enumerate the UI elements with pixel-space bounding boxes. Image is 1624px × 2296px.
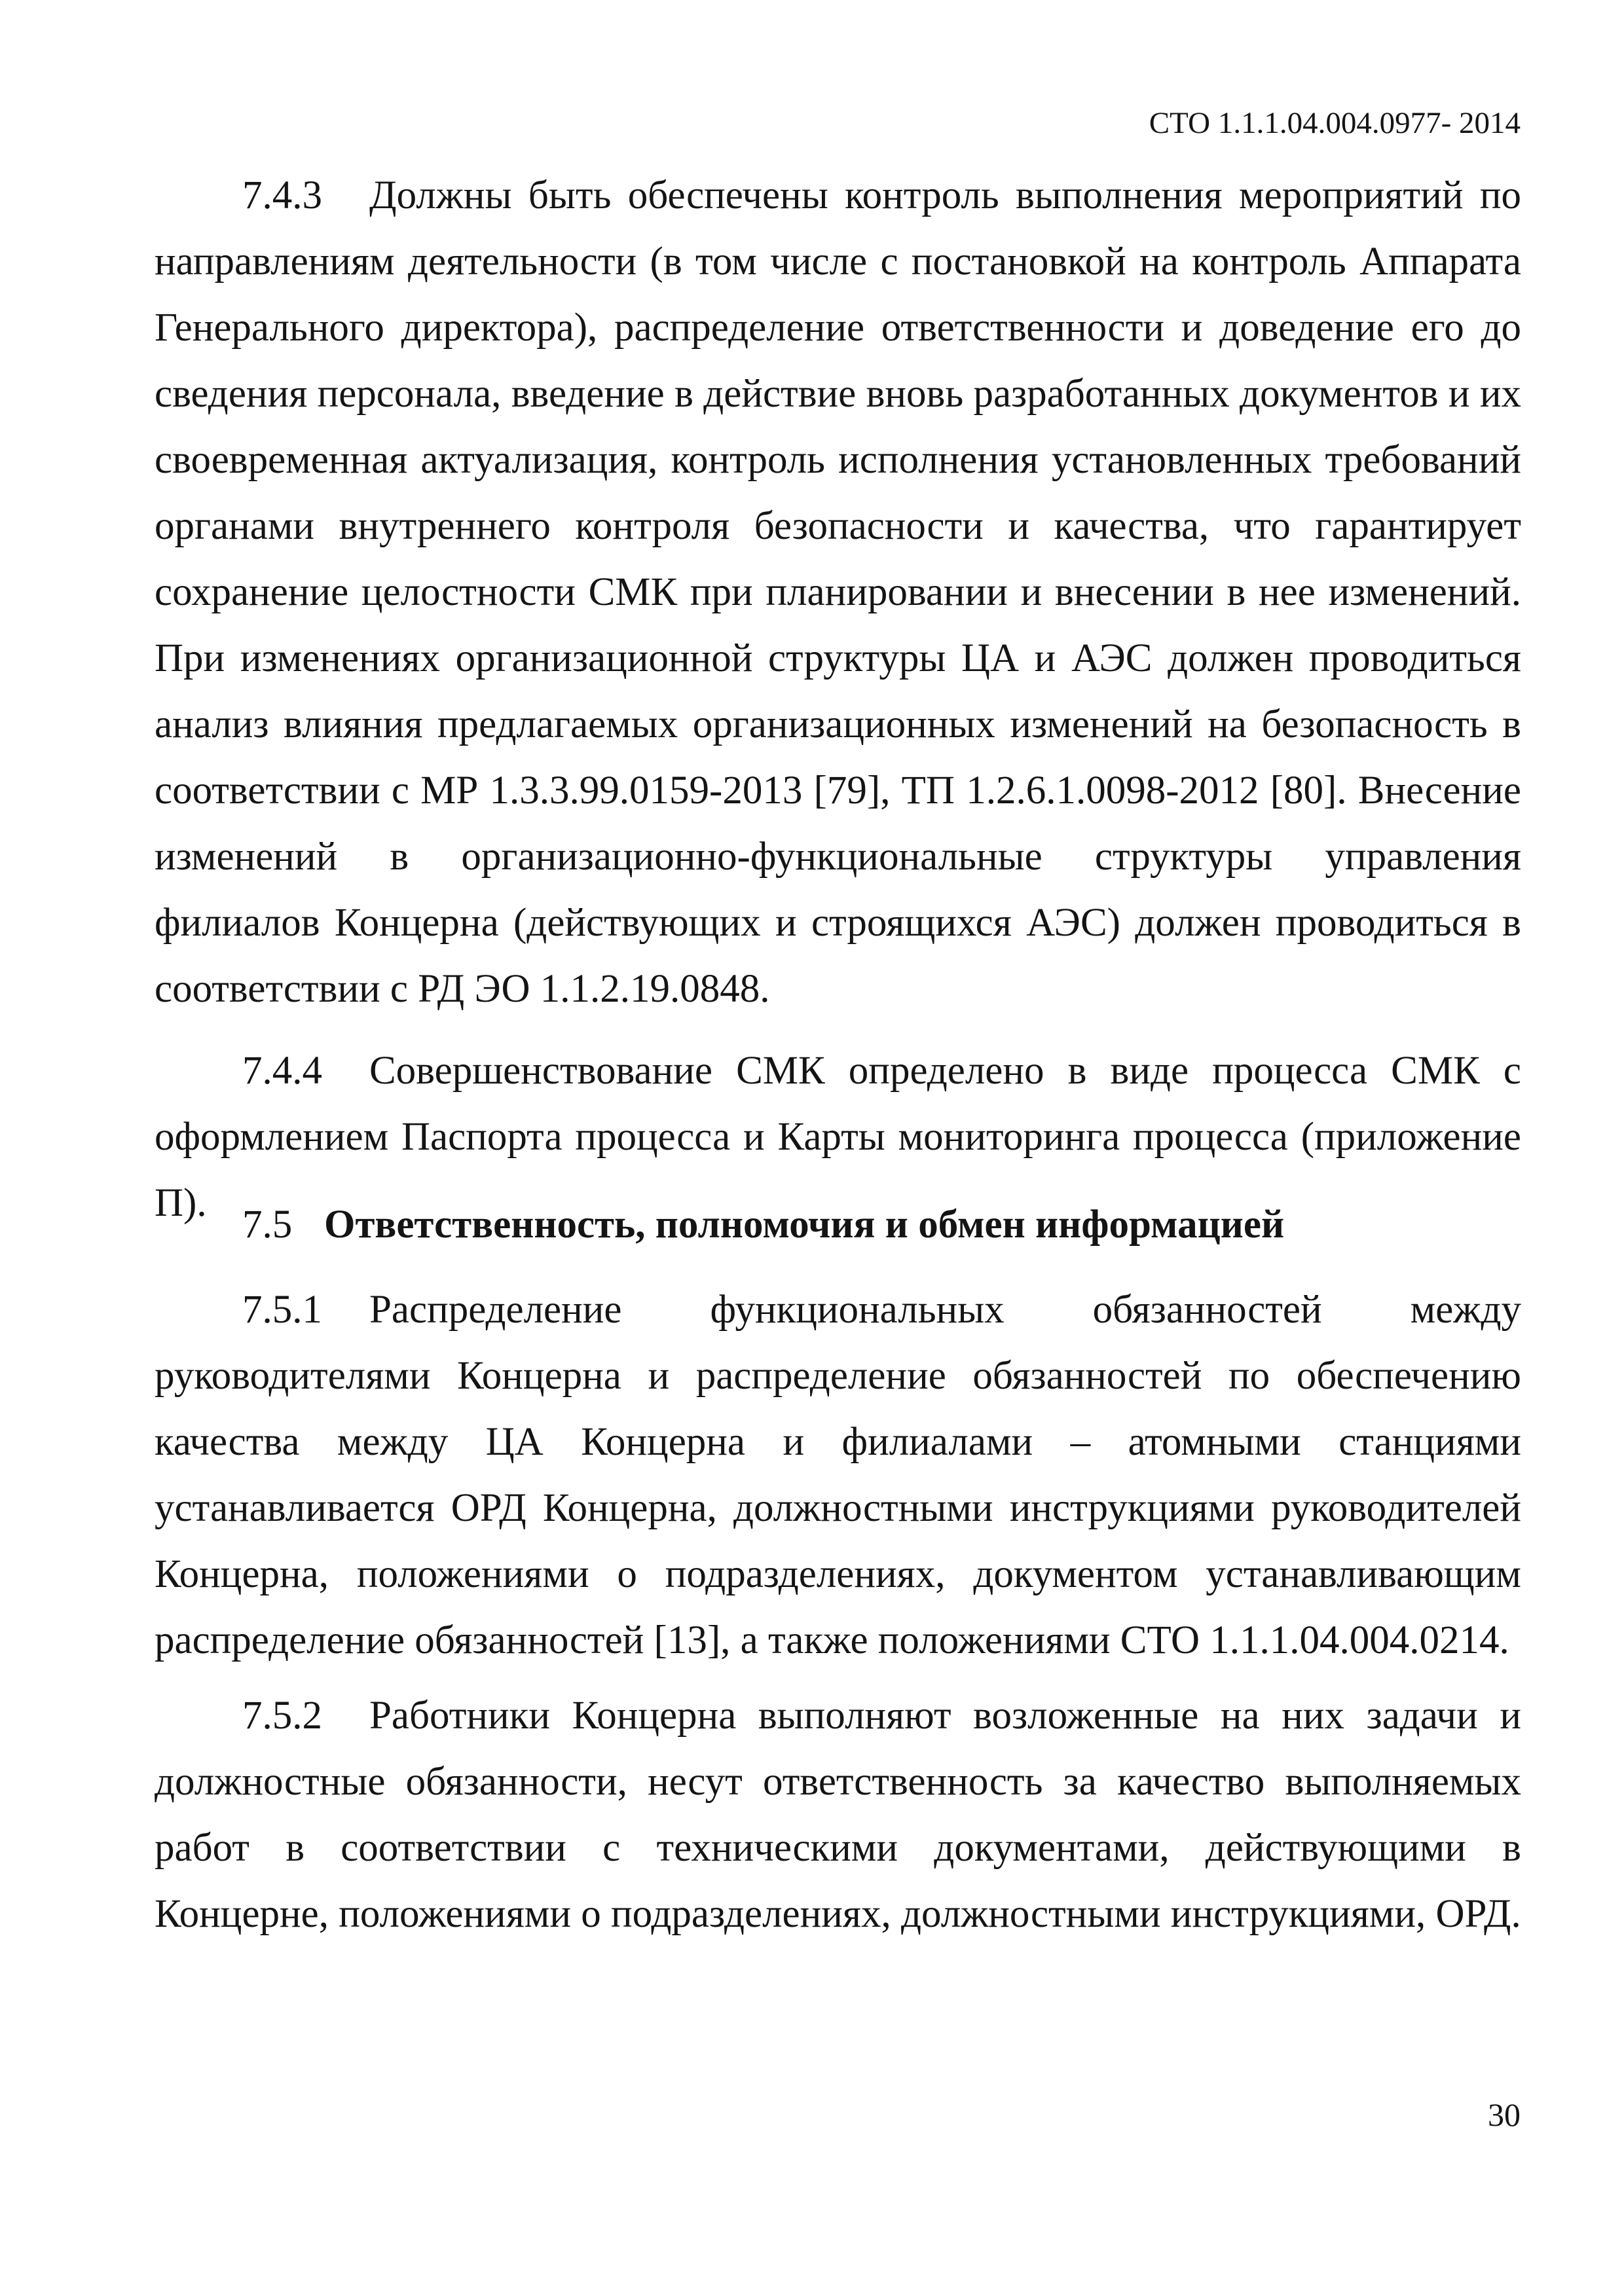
paragraph-text: Распределение функциональных обязанностей между руководителями Концерна и распределение обязанностей по обеспечению качества между ЦА Концерна и филиалами – атомными станциями устанавливается ОРД Концерна, должностными инструкциями руководителей Концерна, положениями о подразделениях, документом устанавливающим распределение обязанностей [13], а также положениями СТО 1.1.1.04.004.0214. — [155, 1288, 1521, 1662]
page-number: 30 — [1488, 2096, 1521, 2133]
paragraph-text: Совершенствование СМК определено в виде процесса СМК с оформлением Паспорта процесса и Карты мониторинга процесса (приложение П). — [155, 1049, 1521, 1225]
paragraph — [155, 1683, 1521, 1947]
section-heading — [155, 1192, 1521, 1258]
section-7-5-1 — [155, 1277, 1521, 1673]
section-number: 7.5.2 — [242, 1694, 322, 1738]
paragraph — [155, 1277, 1521, 1673]
paragraph-text: Должны быть обеспечены контроль выполнения мероприятий по направлениям деятельности (в том числе с постановкой на контроль Аппарата Генерального директора), распределение ответственности и доведение его до сведения персонала, введение в действие вновь разработанных документов и их своевременная актуализация, контроль исполнения установленных требований органами внутреннего контроля безопасности и качества, что гарантирует сохранение целостности СМК при планировании и внесении в нее изменений. При изменениях организационной структуры ЦА и АЭС должен проводиться анализ влияния предлагаемых организационных изменений на безопасность в соответствии с МР 1.3.3.99.0159-2013 [79], ТП 1.2.6.1.0098-2012 [80]. Внесение изменений в организационно-функциональные структуры управления филиалов Концерна (действующих и строящихся АЭС) должен проводиться в соответствии с РД ЭО 1.1.2.19.0848. — [155, 173, 1521, 1011]
section-number: 7.5 — [242, 1203, 293, 1247]
section-7-4-3 — [155, 162, 1521, 1022]
section-7-5-heading — [155, 1192, 1521, 1258]
section-title: Ответственность, полномочия и обмен информацией — [324, 1203, 1285, 1247]
paragraph — [155, 162, 1521, 1022]
section-number: 7.4.3 — [242, 173, 322, 217]
section-7-5-2 — [155, 1683, 1521, 1947]
section-number: 7.4.4 — [242, 1049, 322, 1093]
document-code-header: СТО 1.1.1.04.004.0977- 2014 — [1149, 106, 1521, 140]
paragraph-text: Работники Концерна выполняют возложенные на них задачи и должностные обязанности, несут ответственность за качество выполняемых работ в соответствии с техническими документами, действующими в Концерне, положениями о подразделениях, должностными инструкциями, ОРД. — [155, 1694, 1521, 1936]
section-number: 7.5.1 — [242, 1288, 322, 1332]
